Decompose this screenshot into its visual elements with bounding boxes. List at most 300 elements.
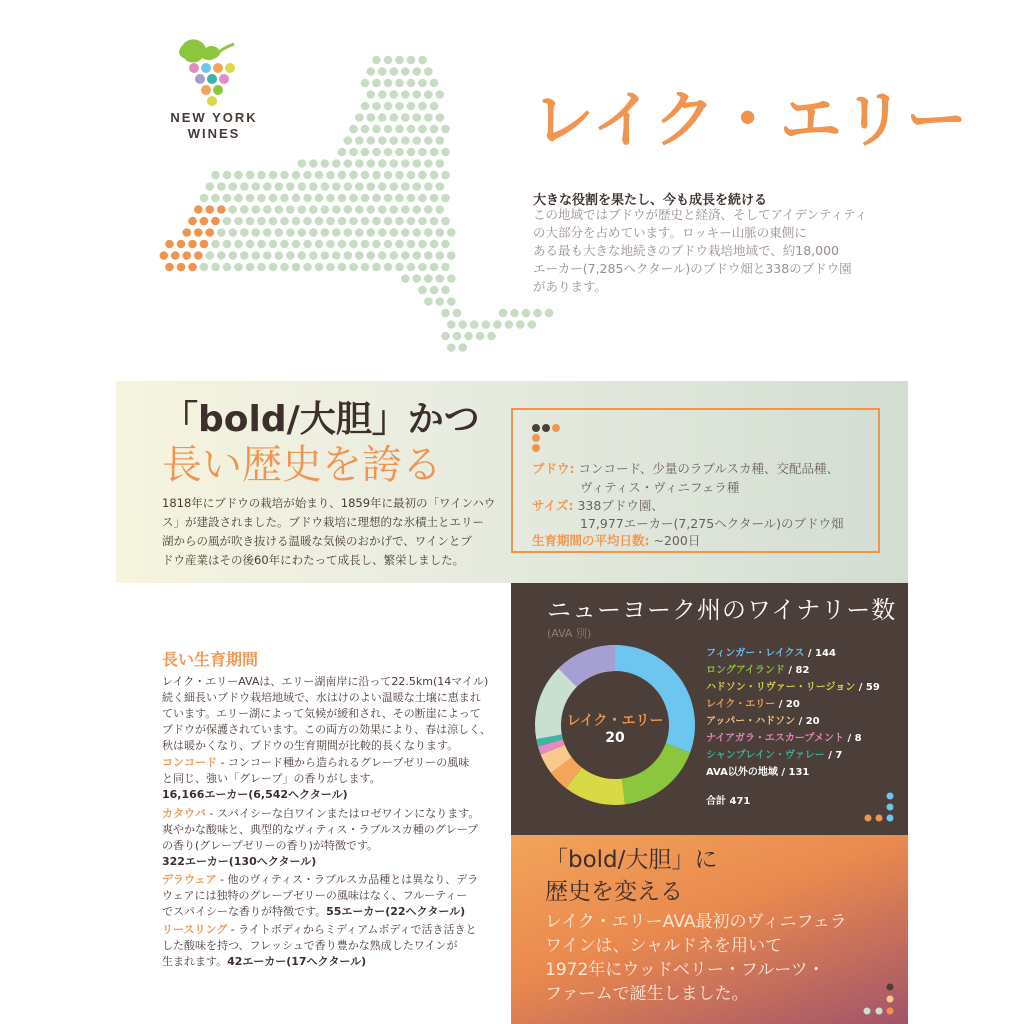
map-dot-lake-erie: [165, 263, 174, 272]
legend-item: [706, 766, 809, 780]
map-dot: [280, 263, 289, 272]
legend-item: [706, 647, 836, 661]
map-dot: [418, 102, 427, 111]
legend-count: / 8: [844, 733, 862, 744]
map-dot-lake-erie: [160, 251, 169, 260]
map-dot: [223, 194, 232, 203]
hero-body-line: の大部分を占めています。ロッキー山脈の東側に: [533, 225, 807, 240]
map-dot: [217, 182, 226, 191]
map-dot-lake-erie: [211, 217, 220, 226]
variety-acreage: 55エーカー(22ヘクタール): [326, 905, 466, 918]
vinifera-body-line: ファームで誕生しました。: [545, 984, 749, 1004]
map-dot: [447, 274, 456, 283]
variety-acreage: 42エーカー(17ヘクタール): [227, 955, 367, 968]
map-dot: [355, 182, 364, 191]
map-dot: [447, 251, 456, 260]
map-dot: [292, 240, 301, 249]
map-dot: [413, 159, 422, 168]
map-dot: [413, 228, 422, 237]
map-dot: [344, 251, 353, 260]
variety-acreage: 322エーカー(130ヘクタール): [162, 855, 317, 868]
map-dot: [338, 148, 347, 157]
map-dot: [430, 171, 439, 180]
map-dot: [211, 171, 220, 180]
variety-concord: [162, 755, 507, 803]
map-dot: [344, 136, 353, 145]
legend-label: ロングアイランド: [706, 665, 785, 676]
legend-label: AVA以外の地域: [706, 767, 778, 778]
legend-count: / 131: [777, 767, 810, 778]
map-dot: [476, 332, 485, 341]
map-dot: [223, 217, 232, 226]
map-dot: [424, 228, 433, 237]
map-dot: [275, 205, 284, 214]
vinifera-title-line1: 「bold/大胆」に: [545, 847, 718, 873]
map-dot: [430, 194, 439, 203]
map-dot: [315, 194, 324, 203]
map-dot: [372, 171, 381, 180]
map-dot: [413, 90, 422, 99]
map-dot: [418, 171, 427, 180]
map-dot: [447, 343, 456, 352]
variety-line: ウェアには独特のグレープゼリーの風味はなく、フルーティー: [162, 889, 468, 902]
map-dot: [390, 113, 399, 122]
map-dot: [211, 240, 220, 249]
map-dot: [407, 240, 416, 249]
map-dot: [223, 263, 232, 272]
map-dot: [424, 90, 433, 99]
map-dot: [441, 194, 450, 203]
intro-line: ブドウが保護されています。この両方の効果により、春は涼しく、: [162, 723, 491, 736]
map-dot: [395, 56, 404, 65]
band-body-line: 湖からの風が吹き抜ける温暖な気候のおかげで、ワインとブ: [162, 534, 472, 548]
map-dot: [269, 171, 278, 180]
map-dot: [453, 332, 462, 341]
map-dot: [355, 113, 364, 122]
map-dot: [292, 171, 301, 180]
map-dot: [206, 182, 215, 191]
map-dot: [286, 251, 295, 260]
map-dot: [200, 194, 209, 203]
variety-line: した酸味を持つ、フレッシュで香り豊かな熟成したワインが: [162, 939, 458, 952]
map-dot-lake-erie: [188, 263, 197, 272]
variety-desc: - ライトボディからミディアムボディで活き活きと: [227, 923, 477, 936]
map-dot: [413, 113, 422, 122]
map-dot: [372, 194, 381, 203]
map-dot: [286, 228, 295, 237]
map-dot: [321, 205, 330, 214]
map-dot: [217, 228, 226, 237]
variety-desc: - スパイシーな白ワインまたはロゼワインになります。: [206, 807, 480, 820]
map-dot: [246, 194, 255, 203]
growing-season-title: 長い生育期間: [162, 650, 259, 669]
variety-first-line: [162, 922, 507, 938]
map-dot: [355, 251, 364, 260]
map-dot: [418, 217, 427, 226]
map-dot: [372, 240, 381, 249]
band-body-line: ス」が建設されました。ブドウ栽培に理想的な氷積土とエリー: [162, 515, 484, 529]
intro-line: レイク・エリーAVAは、エリー湖南岸に沿って22.5km(14マイル): [162, 675, 489, 688]
map-dot: [252, 228, 261, 237]
map-dot: [298, 159, 307, 168]
map-dot: [413, 205, 422, 214]
map-dot: [280, 171, 289, 180]
map-dot: [349, 125, 358, 134]
map-dot-lake-erie: [177, 263, 186, 272]
map-dot: [252, 251, 261, 260]
map-dot: [441, 240, 450, 249]
map-dot: [407, 217, 416, 226]
map-dot: [384, 125, 393, 134]
map-dot: [436, 251, 445, 260]
map-dot: [424, 205, 433, 214]
map-dot: [395, 194, 404, 203]
legend-item: [706, 681, 880, 695]
map-dot: [321, 159, 330, 168]
map-dot: [436, 274, 445, 283]
map-dot: [384, 194, 393, 203]
map-dot: [344, 182, 353, 191]
map-dot: [280, 194, 289, 203]
map-dot: [361, 263, 370, 272]
map-dot: [257, 217, 266, 226]
map-dot: [424, 67, 433, 76]
variety-delaware: [162, 872, 507, 920]
map-dot: [332, 251, 341, 260]
map-dot: [395, 125, 404, 134]
map-dot: [384, 56, 393, 65]
map-dot: [367, 113, 376, 122]
map-dot: [464, 332, 473, 341]
legend-label: レイク・エリー: [706, 699, 776, 710]
legend-count: / 59: [855, 682, 880, 693]
legend-item: [706, 732, 862, 746]
map-dot: [303, 217, 312, 226]
map-dot: [424, 297, 433, 306]
map-dot: [424, 136, 433, 145]
map-dot: [430, 79, 439, 88]
map-dot: [298, 228, 307, 237]
map-dot: [223, 171, 232, 180]
dots-ornament-icon: [862, 982, 896, 1016]
map-dot: [257, 240, 266, 249]
map-dot: [315, 263, 324, 272]
map-dot: [286, 205, 295, 214]
vinifera-body-line: 1972年にウッドベリー・フルーツ・: [545, 960, 825, 980]
variety-line: と同じ、強い「グレープ」の香りがします。: [162, 772, 381, 785]
map-dot: [367, 67, 376, 76]
map-dot: [384, 171, 393, 180]
map-dot: [321, 228, 330, 237]
facts-season-value: ~200日: [653, 533, 701, 548]
logo-line1: NEW YORK: [170, 110, 258, 125]
map-dot: [390, 136, 399, 145]
map-dot: [263, 182, 272, 191]
map-dot: [390, 205, 399, 214]
band-body-line: ドウ産業はその後60年にわたって成長し、繁栄しました。: [162, 553, 465, 567]
facts-season-row: [532, 531, 700, 550]
map-dot-lake-erie: [206, 228, 215, 237]
map-dot: [303, 263, 312, 272]
map-dot: [338, 217, 347, 226]
map-dot: [263, 251, 272, 260]
map-dot: [395, 240, 404, 249]
map-dot-lake-erie: [194, 205, 203, 214]
map-dot: [234, 171, 243, 180]
map-dot: [401, 113, 410, 122]
map-dot: [384, 148, 393, 157]
legend-count: / 144: [804, 648, 836, 659]
map-dot: [384, 102, 393, 111]
map-dot: [229, 182, 238, 191]
map-dot: [533, 309, 542, 318]
legend-count: / 20: [775, 699, 800, 710]
map-dot: [372, 102, 381, 111]
map-dot: [407, 171, 416, 180]
map-dot: [418, 240, 427, 249]
map-dot: [401, 67, 410, 76]
map-dot: [326, 171, 335, 180]
map-dot: [441, 309, 450, 318]
map-dot: [332, 182, 341, 191]
map-dot: [384, 240, 393, 249]
map-dot: [418, 79, 427, 88]
map-dot: [441, 217, 450, 226]
map-dot: [217, 251, 226, 260]
variety-name: リースリング: [162, 923, 228, 936]
map-dot-lake-erie: [217, 205, 226, 214]
map-dot: [401, 205, 410, 214]
map-dot-lake-erie: [188, 240, 197, 249]
map-dot: [424, 113, 433, 122]
map-dot: [315, 171, 324, 180]
map-dot: [246, 240, 255, 249]
map-dot: [367, 251, 376, 260]
new-york-state-dot-map: [150, 50, 590, 370]
map-dot: [436, 228, 445, 237]
map-dot: [355, 159, 364, 168]
hero-body: [533, 206, 893, 296]
map-dot: [372, 125, 381, 134]
map-dot: [447, 297, 456, 306]
map-dot: [447, 320, 456, 329]
map-dot: [390, 90, 399, 99]
map-dot-lake-erie: [165, 240, 174, 249]
map-dot: [395, 263, 404, 272]
map-dot: [246, 263, 255, 272]
map-dot: [326, 217, 335, 226]
map-dot: [234, 263, 243, 272]
map-dot: [338, 263, 347, 272]
map-dot: [211, 263, 220, 272]
map-dot: [367, 90, 376, 99]
map-dot: [436, 136, 445, 145]
map-dot: [234, 240, 243, 249]
map-dot: [338, 240, 347, 249]
map-dot: [424, 159, 433, 168]
map-dot: [240, 205, 249, 214]
map-dot: [275, 182, 284, 191]
map-dot: [482, 320, 491, 329]
map-dot: [390, 251, 399, 260]
map-dot: [401, 274, 410, 283]
map-dot: [326, 240, 335, 249]
map-dot-lake-erie: [183, 228, 192, 237]
map-dot: [309, 205, 318, 214]
map-dot: [349, 148, 358, 157]
map-dot: [413, 67, 422, 76]
map-dot: [326, 194, 335, 203]
map-dot: [269, 217, 278, 226]
map-dot: [395, 148, 404, 157]
map-dot: [275, 251, 284, 260]
facts-size-line1: 338ブドウ園、: [577, 498, 664, 513]
hero-body-line: エーカー(7,285ヘクタール)のブドウ畑と338のブドウ園: [533, 261, 852, 276]
map-dot: [418, 125, 427, 134]
map-dot: [367, 136, 376, 145]
map-dot: [401, 90, 410, 99]
variety-desc: - 他のヴィティス・ラブルスカ品種とは異なり、デラ: [216, 873, 479, 886]
map-dot: [257, 263, 266, 272]
legend-count: / 20: [795, 716, 820, 727]
variety-last-line: [162, 954, 507, 970]
map-dot: [516, 320, 525, 329]
map-dot: [418, 194, 427, 203]
map-dot: [309, 159, 318, 168]
intro-line: 続く細長いブドウ栽培地域で、水はけのよい温暖な土壌に恵まれ: [162, 691, 481, 704]
map-dot: [326, 263, 335, 272]
legend-item: [706, 715, 820, 729]
map-dot: [418, 263, 427, 272]
facts-size-label: サイズ:: [532, 498, 574, 513]
map-dot: [292, 194, 301, 203]
hero-body-line: この地域ではブドウが歴史と経済、そしてアイデンティティ: [533, 207, 868, 222]
intro-line: ています。エリー湖によって気候が緩和され、その断崖によって: [162, 707, 481, 720]
map-dot: [349, 240, 358, 249]
map-dot: [246, 171, 255, 180]
map-dot: [395, 79, 404, 88]
map-dot: [378, 251, 387, 260]
map-dot: [303, 171, 312, 180]
map-dot: [361, 240, 370, 249]
hero-body-line: ある最も大きな地続きのブドウ栽培地域で、約18,000: [533, 243, 839, 258]
map-dot: [349, 217, 358, 226]
legend-label: シャンプレイン・ヴァレー: [706, 750, 825, 761]
map-dot: [459, 320, 468, 329]
map-dot-lake-erie: [200, 240, 209, 249]
map-dot: [545, 309, 554, 318]
map-dot: [522, 309, 531, 318]
map-dot: [344, 228, 353, 237]
map-dot: [487, 332, 496, 341]
variety-first-line: [162, 806, 507, 822]
map-dot-lake-erie: [177, 240, 186, 249]
map-dot: [349, 263, 358, 272]
map-dot: [401, 136, 410, 145]
logo-line2: WINES: [187, 126, 241, 141]
map-dot: [390, 67, 399, 76]
intro-line: 秋は暖かくなり、ブドウの生育期間が比較的長くなります。: [162, 739, 459, 752]
map-dot: [401, 228, 410, 237]
facts-size-line2: 17,977エーカー(7,275ヘクタール)のブドウ畑: [580, 516, 844, 531]
donut-center-value: 20: [605, 730, 625, 746]
map-dot: [280, 240, 289, 249]
map-dot: [275, 228, 284, 237]
map-dot: [384, 217, 393, 226]
growing-season-intro: [162, 674, 502, 754]
map-dot: [418, 148, 427, 157]
map-dot: [430, 217, 439, 226]
hero-subtitle: 大きな役割を果たし、今も成長を続ける: [533, 193, 768, 208]
vinifera-body-line: ワインは、シャルドネを用いて: [545, 936, 782, 956]
legend-count: / 7: [824, 750, 843, 761]
variety-line: の香り(グレープゼリーの香り)が特徴です。: [162, 839, 379, 852]
map-dot: [361, 217, 370, 226]
map-dot: [361, 102, 370, 111]
map-dot: [470, 320, 479, 329]
variety-last-line: [162, 904, 507, 920]
map-dot: [401, 159, 410, 168]
map-dot: [372, 217, 381, 226]
map-dot: [332, 159, 341, 168]
map-dot: [378, 228, 387, 237]
vinifera-body-line: レイク・エリーAVA最初のヴィニフェラ: [545, 912, 847, 932]
map-dot: [499, 309, 508, 318]
legend-item: [706, 749, 842, 763]
map-dot: [401, 251, 410, 260]
band-title-line1: 「bold/大胆」かつ: [162, 399, 480, 440]
map-dot: [367, 205, 376, 214]
map-dot: [298, 251, 307, 260]
legend-label: ハドソン・リヴァー・リージョン: [706, 682, 856, 693]
map-dot: [378, 136, 387, 145]
map-dot: [223, 240, 232, 249]
facts-size-row: [532, 496, 664, 515]
map-dot: [361, 148, 370, 157]
donut-slice-2: [622, 744, 690, 805]
map-dot: [407, 148, 416, 157]
legend-label: アッパー・ハドソン: [706, 716, 796, 727]
map-dot: [344, 205, 353, 214]
map-dot: [321, 182, 330, 191]
map-dot: [505, 320, 514, 329]
facts-grape-row: [532, 459, 839, 478]
map-dot: [338, 194, 347, 203]
map-dot: [292, 217, 301, 226]
map-dot-lake-erie: [194, 228, 203, 237]
map-dot: [292, 263, 301, 272]
map-dot: [361, 171, 370, 180]
map-dot-lake-erie: [200, 217, 209, 226]
variety-acreage: 16,166エーカー(6,542ヘクタール): [162, 788, 348, 801]
legend-item: [706, 664, 809, 678]
map-dot: [361, 79, 370, 88]
map-dot: [510, 309, 519, 318]
map-dot: [395, 217, 404, 226]
map-dot: [355, 228, 364, 237]
variety-first-line: [162, 755, 507, 771]
map-dot: [298, 182, 307, 191]
map-dot: [424, 274, 433, 283]
chart-subtitle: (AVA 別): [547, 627, 592, 640]
map-dot: [436, 182, 445, 191]
map-dot: [407, 194, 416, 203]
dots-ornament-icon: [530, 422, 570, 462]
map-dot: [372, 56, 381, 65]
map-dot: [229, 205, 238, 214]
map-dot: [441, 125, 450, 134]
map-dot: [378, 90, 387, 99]
